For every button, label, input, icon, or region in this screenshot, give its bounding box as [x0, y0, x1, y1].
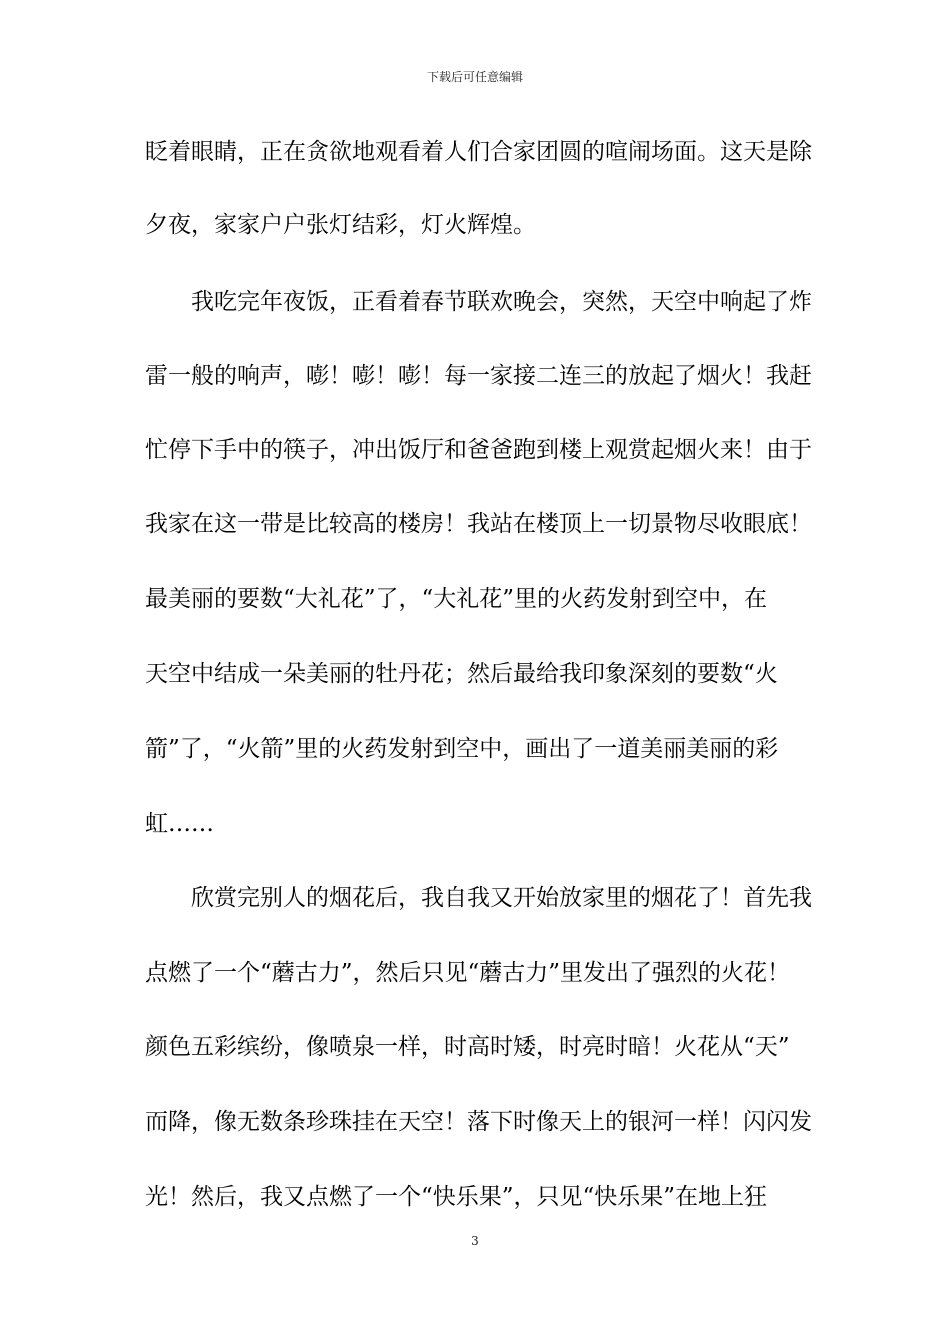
text-line: 光！然后，我又点燃了一个“快乐果”，只见“快乐果”在地上狂	[145, 1184, 768, 1210]
text-line: 眨着眼睛，正在贪欲地观看着人们合家团圆的喧闹场面。这天是除	[145, 139, 812, 165]
text-line: 天空中结成一朵美丽的牡丹花；然后最给我印象深刻的要数“火	[145, 661, 778, 687]
paragraph-start-line: 欣赏完别人的烟花后，我自我又开始放家里的烟花了！首先我	[191, 885, 812, 911]
text-line: 箭”了，“火箭”里的火药发射到空中，画出了一道美丽美丽的彩	[145, 736, 779, 762]
text-line: 虹……	[145, 811, 214, 837]
text-line: 点燃了一个“蘑古力”，然后只见“蘑古力”里发出了强烈的火花！	[145, 960, 791, 986]
paragraph-start-line: 我吃完年夜饭，正看着春节联欢晚会，突然，天空中响起了炸	[191, 289, 812, 315]
text-line: 最美丽的要数“大礼花”了，“大礼花”里的火药发射到空中，在	[145, 586, 768, 612]
text-line: 雷一般的响声，嘭！嘭！嘭！每一家接二连三的放起了烟火！我赶	[145, 363, 812, 389]
text-line: 颜色五彩缤纷，像喷泉一样，时高时矮，时亮时暗！火花从“天”	[145, 1034, 790, 1060]
text-line: 而降，像无数条珍珠挂在天空！落下时像天上的银河一样！闪闪发	[145, 1109, 812, 1135]
text-line: 夕夜，家家户户张灯结彩，灯火辉煌。	[145, 212, 536, 238]
page-header: 下载后可任意编辑	[426, 70, 523, 84]
text-line: 忙停下手中的筷子，冲出饭厅和爸爸跑到楼上观赏起烟火来！由于	[145, 437, 812, 463]
text-line: 我家在这一带是比较高的楼房！我站在楼顶上一切景物尽收眼底！	[145, 511, 812, 537]
page-number: 3	[471, 1234, 479, 1248]
